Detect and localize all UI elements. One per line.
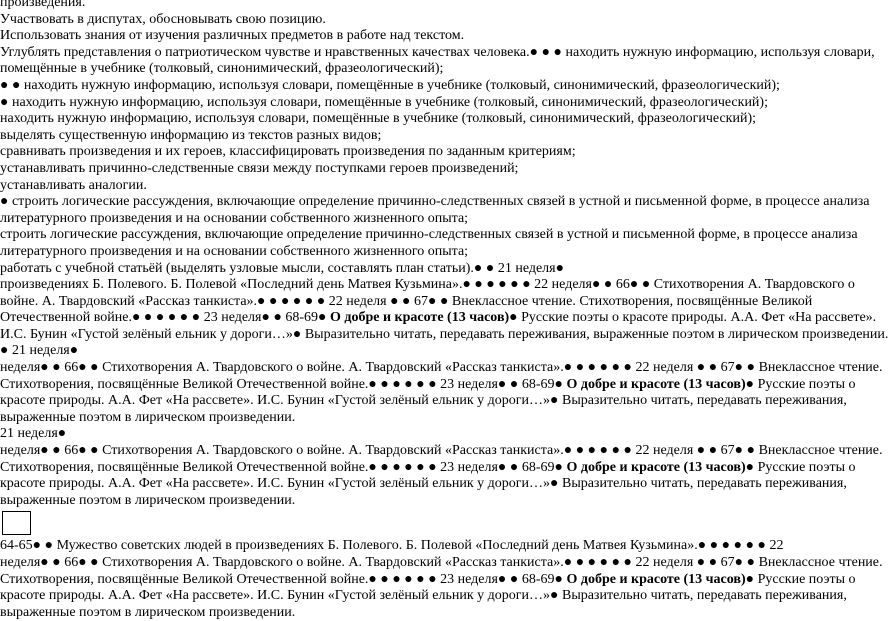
section-heading: О добре и красоте (13 часов) bbox=[566, 571, 746, 587]
text-line: находить нужную информацию, используя словари, помещённые в учебнике (толковый, синонимический, фразеологический); bbox=[0, 111, 757, 127]
text-line: ● находить нужную информацию, используя словари, помещённые в учебнике (толковый, синонимический, фразеологический); bbox=[0, 94, 768, 110]
text-line: выраженные поэтом в лирическом произведении. bbox=[0, 409, 296, 425]
text-line: строить логические рассуждения, включающие определение причинно-следственных связей в устной и письменной форме, в процессе анализа bbox=[0, 227, 858, 243]
text-line: произведениях Б. Полевого. Б. Полевой «Последний день Матвея Кузьмина».● ● ● ● ● ● 22 неделя● ● 66● ● Стихотворения А. Твардовского о bbox=[0, 277, 855, 293]
text-run: Стихотворения, посвящённые Великой Отечественной войне.● ● ● ● ● ● 23 неделя● ● 68-69● bbox=[0, 459, 567, 475]
text-line: красоте природы. А.А. Фет «На рассвете». И.С. Бунин «Густой зелёный ельник у дороги…»● Выразительно читать, передавать переживания, bbox=[0, 393, 847, 409]
text-line: работать с учебной статьёй (выделять узловые мысли, составлять план статьи).● ● 21 неделя● bbox=[0, 260, 565, 276]
mixed-line bbox=[0, 459, 856, 477]
text-run: Отечественной войне.● ● ● ● ● ● 23 неделя● ● 68-69● bbox=[0, 310, 331, 326]
text-line: войне. А. Твардовский «Рассказ танкиста».● ● ● ● ● ● 22 неделя ● ● 67● ● Внеклассное чтение. Стихотворения, посвящённые Великой bbox=[0, 293, 813, 309]
section-heading: О добре и красоте (13 часов) bbox=[566, 459, 746, 475]
text-line: Использовать знания от изучения различных предметов в работе над текстом. bbox=[0, 28, 465, 44]
text-line: ● 21 неделя● bbox=[0, 343, 79, 359]
text-run: Стихотворения, посвящённые Великой Отечественной войне.● ● ● ● ● ● 23 неделя● ● 68-69● bbox=[0, 571, 567, 587]
text-line: И.С. Бунин «Густой зелёный ельник у дороги…»● Выразительно читать, передавать переживания, выраженные поэтом в лирическом произведении. bbox=[0, 326, 888, 342]
text-line: ● ● находить нужную информацию, используя словари, помещённые в учебнике (толковый, синонимический, фразеологический); bbox=[0, 77, 780, 93]
text-line: Углублять представления о патриотическом чувстве и нравственных качествах человека.● ● ● находить нужную информацию, используя словари, bbox=[0, 44, 875, 60]
text-line: красоте природы. А.А. Фет «На рассвете». И.С. Бунин «Густой зелёный ельник у дороги…»● Выразительно читать, передавать переживания, bbox=[0, 476, 847, 492]
text-line: литературного произведения и на основании собственного жизненного опыта; bbox=[0, 210, 469, 226]
text-line: неделя● ● 66● ● Стихотворения А. Твардовского о войне. А. Твардовский «Рассказ танкиста».● ● ● ● ● ● 22 неделя ● ● 67● ● Внеклассное чтение. bbox=[0, 443, 883, 459]
text-line: выраженные поэтом в лирическом произведении. bbox=[0, 492, 296, 508]
text-line: неделя● ● 66● ● Стихотворения А. Твардовского о войне. А. Твардовский «Рассказ танкиста».● ● ● ● ● ● 22 неделя ● ● 67● ● Внеклассное чтение. bbox=[0, 360, 883, 376]
text-line: устанавливать аналогии. bbox=[0, 177, 147, 193]
mixed-line bbox=[0, 376, 856, 394]
text-run: ● Русские поэты о bbox=[745, 459, 856, 475]
empty-table-cell bbox=[2, 511, 31, 535]
mixed-line bbox=[0, 310, 877, 327]
text-line: произведения. bbox=[0, 0, 86, 10]
text-line: выраженные поэтом в лирическом произведении. bbox=[0, 604, 296, 620]
section-heading: О добре и красоте (13 часов) bbox=[566, 376, 746, 392]
text-line: неделя● ● 66● ● Стихотворения А. Твардовского о войне. А. Твардовский «Рассказ танкиста».● ● ● ● ● ● 22 неделя ● ● 67● ● Внеклассное чтение. bbox=[0, 555, 883, 570]
text-run: ● Русские поэты о bbox=[745, 376, 856, 392]
mixed-line bbox=[0, 571, 856, 589]
text-line: устанавливать причинно-следственные связи между поступками героев произведений; bbox=[0, 160, 519, 176]
text-line: сравнивать произведения и их героев, классифицировать произведения по заданным критериям; bbox=[0, 144, 576, 160]
text-line: выделять существенную информацию из текстов разных видов; bbox=[0, 127, 382, 143]
text-line: 21 неделя● bbox=[0, 426, 67, 442]
text-line: литературного произведения и на основании собственного жизненного опыта; bbox=[0, 243, 469, 259]
text-run: Стихотворения, посвящённые Великой Отечественной войне.● ● ● ● ● ● 23 неделя● ● 68-69● bbox=[0, 376, 567, 392]
text-run: ● Русские поэты о bbox=[745, 571, 856, 587]
text-line: Участвовать в диспутах, обосновывать свою позицию. bbox=[0, 11, 326, 27]
section-heading: О добре и красоте (13 часов) bbox=[330, 310, 510, 326]
text-line: помещённые в учебнике (толковый, синонимический, фразеологический); bbox=[0, 61, 444, 77]
text-line: красоте природы. А.А. Фет «На рассвете». И.С. Бунин «Густой зелёный ельник у дороги…»● Выразительно читать, передавать переживания, bbox=[0, 588, 847, 604]
text-run: ● Русские поэты о красоте природы. А.А. Фет «На рассвете». bbox=[509, 310, 877, 326]
text-line: ● строить логические рассуждения, включающие определение причинно-следственных связей в устной и письменной форме, в процессе анализа bbox=[0, 194, 870, 210]
text-line: 64-65● ● Мужество советских людей в произведениях Б. Полевого. Б. Полевой «Последний день Матвея Кузьмина».● ● ● ● ● ● 22 bbox=[0, 538, 784, 554]
